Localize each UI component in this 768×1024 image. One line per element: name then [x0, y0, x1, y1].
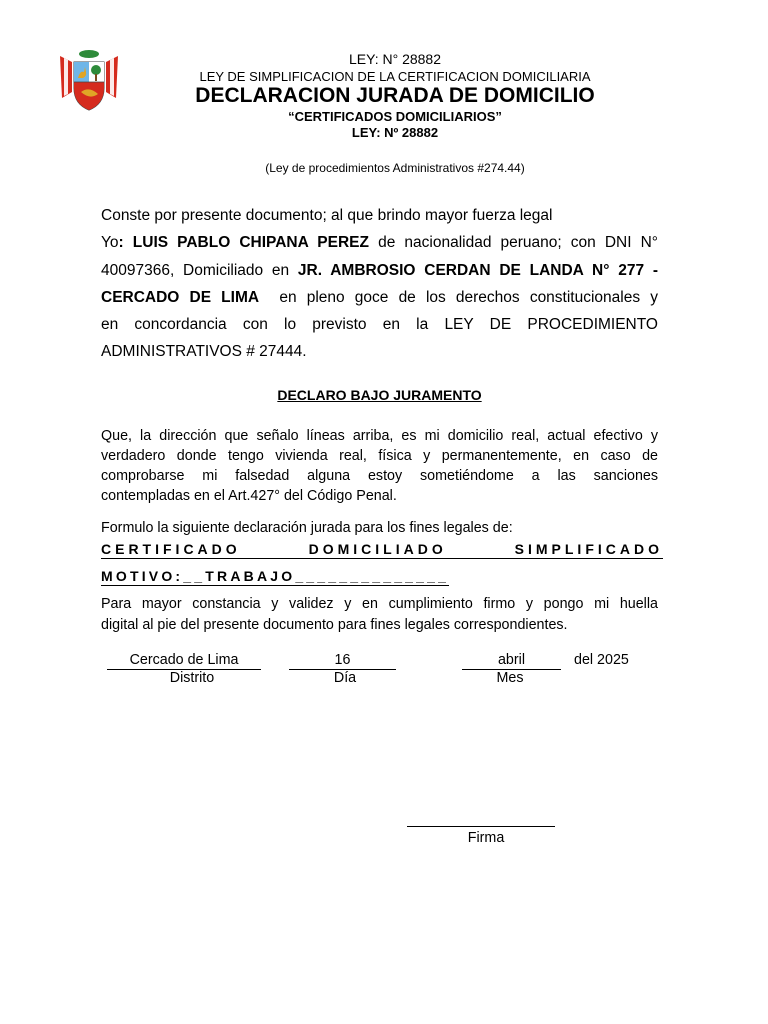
closing-line: digital al pie del presente documento para fines legales correspondientes. — [101, 617, 568, 633]
law-number-line: LEY: N° 28882 — [349, 51, 441, 67]
declaration-line-5: en concordancia con lo previsto en la LEY DE PROCEDIMIENTO — [101, 316, 658, 334]
year-text: del 2025 — [574, 652, 629, 668]
declaration-line-6: ADMINISTRATIVOS # 27444. — [101, 343, 307, 361]
address-part-2: CERCADO DE LIMA — [101, 288, 260, 306]
yo-colon: : — [118, 234, 124, 252]
day-label: Día — [333, 670, 357, 686]
certificate-type — [101, 541, 663, 559]
declaration-line-1: Conste por presente documento; al que brindo mayor fuerza legal — [101, 207, 553, 224]
closing-line: Para mayor constancia y validez y en cumplimiento firmo y pongo mi huella — [101, 596, 658, 612]
district-field: Cercado de Lima — [107, 652, 261, 670]
yo-prefix: Yo — [101, 234, 119, 252]
month-field: abril — [462, 652, 561, 670]
oath-heading: DECLARO BAJO JURAMENTO — [277, 387, 482, 403]
declaration-line-4 — [101, 284, 658, 311]
dni-text: 40097366, Domiciliado en — [101, 261, 290, 279]
document-subtitle: “CERTIFICADOS DOMICILIARIOS” — [288, 109, 502, 124]
oath-line: contempladas en el Art.427° del Código Penal. — [101, 488, 397, 504]
declaration-paragraph — [101, 202, 658, 366]
day-field: 16 — [289, 652, 396, 670]
month-label: Mes — [496, 670, 524, 686]
law-title: LEY DE SIMPLIFICACION DE LA CERTIFICACION DOMICILIARIA — [199, 69, 591, 84]
procedure-note: (Ley de procedimientos Administrativos #274.44) — [265, 161, 525, 175]
address-part-1: JR. AMBROSIO CERDAN DE LANDA N° 277 - — [297, 261, 658, 279]
formulation-intro: Formulo la siguiente declaración jurada para los fines legales de: — [101, 520, 513, 536]
district-label: Distrito — [169, 670, 215, 686]
oath-line: comprobarse mi falsedad alguna estoy sometiéndome a las sanciones — [101, 468, 658, 484]
declaration-line-3 — [101, 257, 658, 284]
oath-paragraph — [101, 426, 658, 506]
document-title: DECLARACION JURADA DE DOMICILIO — [195, 84, 595, 107]
declaration-line-2 — [101, 229, 658, 256]
declarant-name: LUIS PABLO CHIPANA PEREZ — [132, 234, 369, 252]
rights-text: en pleno goce de los derechos constitucionales y — [279, 288, 658, 306]
signature-label: Firma — [467, 830, 505, 846]
closing-paragraph — [101, 594, 658, 636]
law-number-bold: LEY: Nº 28882 — [351, 125, 439, 140]
oath-line: Que, la dirección que señalo líneas arriba, es mi domicilio real, actual efectivo y — [101, 428, 658, 444]
certificate-type-text: CERTIFICADO DOMICILIADO SIMPLIFICADO — [101, 541, 663, 557]
motive-line: MOTIVO:__TRABAJO______________ — [101, 568, 450, 584]
nationality-text: de nacionalidad peruano; con DNI N° — [378, 234, 658, 252]
peru-coat-of-arms-icon — [56, 48, 122, 114]
oath-line: verdadero donde tengo vivienda real, física y permanentemente, en caso de — [101, 448, 658, 464]
signature-line — [407, 826, 555, 827]
